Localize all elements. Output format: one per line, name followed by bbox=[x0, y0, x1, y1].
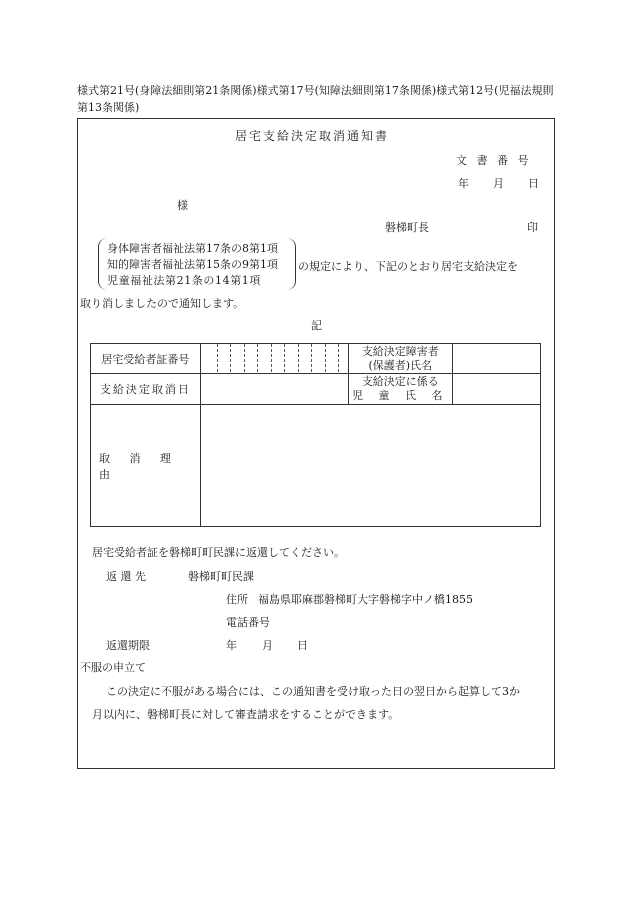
appeal-text-line2: 月以内に、磐梯町長に対して審査請求をすることができます。 bbox=[92, 708, 400, 721]
deadline-label: 返還期限 bbox=[106, 639, 150, 652]
disabled-person-label-line2: (保護者)氏名 bbox=[368, 358, 433, 372]
appeal-text-line1: この決定に不服がある場合には、この通知書を受け取った日の翌日から起算して3か bbox=[106, 685, 520, 698]
cert-number-digit-dividers bbox=[213, 344, 343, 372]
date-month-label: 月 bbox=[493, 177, 504, 190]
deadline-month: 月 bbox=[262, 639, 273, 652]
address-label: 住所 bbox=[226, 593, 248, 606]
address-value: 福島県耶麻郡磐梯町大字磐梯字中ノ橋1855 bbox=[258, 593, 473, 606]
child-label bbox=[349, 374, 453, 405]
return-dest-label: 返 還 先 bbox=[106, 570, 146, 583]
digit-divider bbox=[298, 344, 299, 372]
digit-divider bbox=[244, 344, 245, 372]
cancel-date-cell[interactable] bbox=[200, 374, 348, 405]
disabled-person-label bbox=[349, 344, 453, 374]
reason-label: 取 消 理 由 bbox=[91, 405, 201, 527]
digit-divider bbox=[311, 344, 312, 372]
digit-divider bbox=[217, 344, 218, 372]
cancel-date-label: 支給決定取消日 bbox=[91, 374, 201, 405]
issuer-name: 磐梯町長 bbox=[385, 221, 429, 234]
digit-divider bbox=[338, 344, 339, 372]
disabled-person-name-cell[interactable] bbox=[452, 344, 540, 374]
digit-divider bbox=[230, 344, 231, 372]
document-title: 居宅支給決定取消通知書 bbox=[235, 129, 390, 143]
doc-number-label: 文 書 番 号 bbox=[456, 154, 532, 167]
child-label-line1: 支給決定に係る bbox=[361, 375, 439, 388]
ki-heading: 記 bbox=[311, 319, 322, 332]
digit-divider bbox=[325, 344, 326, 372]
return-dest-value: 磐梯町町民課 bbox=[188, 570, 254, 583]
deadline-day: 日 bbox=[297, 639, 308, 652]
cert-number-label: 居宅受給者証番号 bbox=[91, 344, 201, 374]
body-text-line1: の規定により、下記のとおり居宅支給決定を bbox=[298, 260, 518, 273]
deadline-year: 年 bbox=[226, 639, 237, 652]
appeal-heading: 不服の申立て bbox=[80, 661, 146, 674]
child-name-cell[interactable] bbox=[452, 374, 540, 405]
form-number-header: 様式第21号(身障法細則第21条関係)様式第17号(知障法細則第17条関係)様式第12号(児福法規則第13条関係) bbox=[77, 84, 554, 114]
addressee-suffix: 様 bbox=[177, 199, 188, 212]
date-day-label: 日 bbox=[528, 177, 539, 190]
phone-label: 電話番号 bbox=[226, 616, 270, 629]
law-line-child: 児童福祉法第21条の14第1項 bbox=[107, 274, 261, 287]
seal-mark: 印 bbox=[527, 221, 538, 234]
law-line-intellectual: 知的障害者福祉法第15条の9第1項 bbox=[107, 258, 278, 271]
body-text-line2: 取り消しましたので通知します。 bbox=[80, 297, 245, 310]
law-bracket bbox=[98, 238, 296, 290]
digit-divider bbox=[271, 344, 272, 372]
child-label-line2: 児 童 氏 名 bbox=[352, 389, 449, 402]
digit-divider bbox=[257, 344, 258, 372]
law-line-physical: 身体障害者福祉法第17条の8第1項 bbox=[107, 242, 278, 255]
disabled-person-label-line1: 支給決定障害者 bbox=[361, 344, 439, 358]
return-instruction: 居宅受給者証を磐梯町町民課に返還してください。 bbox=[92, 546, 345, 559]
digit-divider bbox=[284, 344, 285, 372]
date-year-label: 年 bbox=[458, 177, 469, 190]
reason-cell[interactable] bbox=[200, 405, 540, 527]
